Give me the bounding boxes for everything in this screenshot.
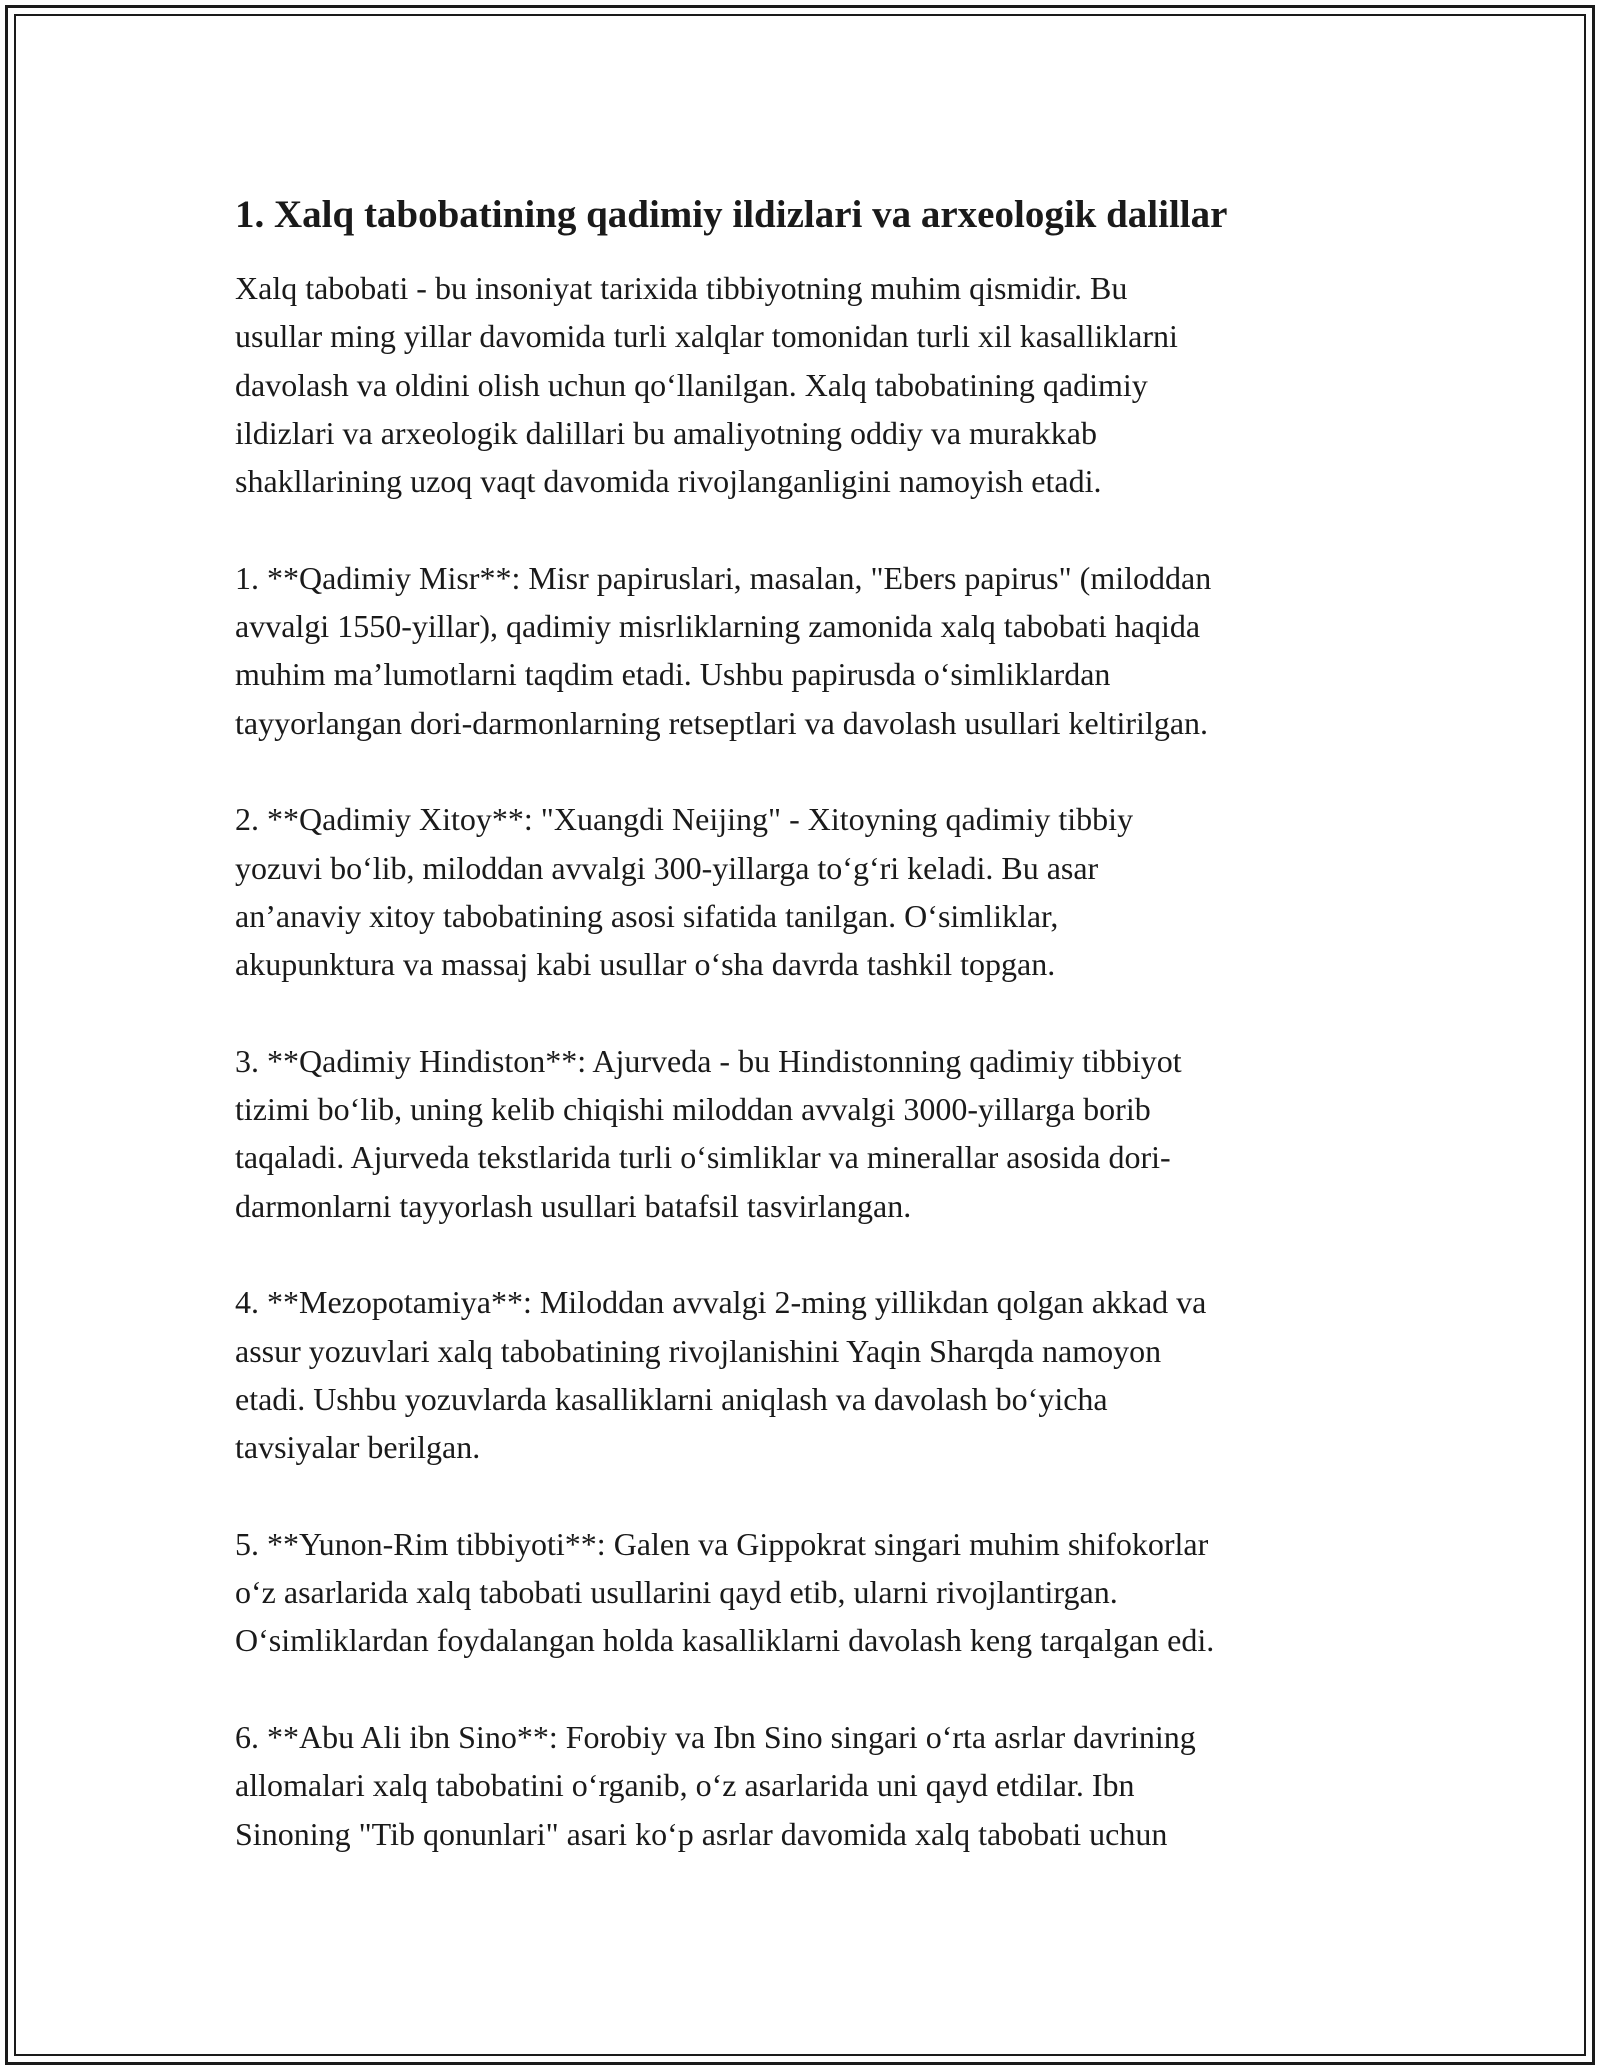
document-body: [235, 190, 1365, 1906]
section-title: 1. Xalq tabobatining qadimiy ildizlari va arxeologik dalillar: [235, 193, 1228, 236]
text-line: 5. **Yunon-Rim tibbiyoti**: Galen va Gippokrat singari muhim shifokorlar: [235, 1525, 1209, 1562]
text-line: 1. **Qadimiy Misr**: Misr papiruslari, masalan, "Ebers papirus" (miloddan: [235, 559, 1212, 596]
text-line: avvalgi 1550-yillar), qadimiy misrliklarning zamonida xalq tabobati haqida: [235, 608, 1201, 645]
text-line: darmonlarni tayyorlash usullari batafsil tasvirlangan.: [235, 1187, 912, 1224]
text-line: O‘simliklardan foydalangan holda kasalliklarni davolash keng tarqalgan edi.: [235, 1622, 1215, 1659]
text-line: 3. **Qadimiy Hindiston**: Ajurveda - bu Hindistonning qadimiy tibbiyot: [235, 1042, 1182, 1079]
list-item-greco-roman: [235, 1520, 1365, 1665]
text-line: allomalari xalq tabobatini o‘rganib, o‘z asarlarida uni qayd etdilar. Ibn: [235, 1767, 1135, 1804]
text-line: yozuvi bo‘lib, miloddan avvalgi 300-yillarga to‘g‘ri keladi. Bu asar: [235, 849, 1099, 886]
text-line: Xalq tabobati - bu insoniyat tarixida tibbiyotning muhim qismidir. Bu: [235, 270, 1128, 306]
text-line: tayyorlangan dori-darmonlarning retseptlari va davolash usullari keltirilgan.: [235, 704, 1209, 741]
list-item-ibn-sino: [235, 1713, 1365, 1858]
text-line: 6. **Abu Ali ibn Sino**: Forobiy va Ibn Sino singari o‘rta asrlar davrining: [235, 1718, 1196, 1755]
text-line: o‘z asarlarida xalq tabobati usullarini qayd etib, ularni rivojlantirgan.: [235, 1574, 1118, 1611]
text-line: davolash va oldini olish uchun qo‘llanilgan. Xalq tabobatining qadimiy: [235, 366, 1148, 403]
text-line: Sinoning "Tib qonunlari" asari ko‘p asrlar davomida xalq tabobati uchun: [235, 1815, 1168, 1852]
text-line: tavsiyalar berilgan.: [235, 1429, 481, 1466]
text-line: taqaladi. Ajurveda tekstlarida turli o‘simliklar va minerallar asosida dori-: [235, 1139, 1171, 1176]
text-line: akupunktura va massaj kabi usullar o‘sha davrda tashkil topgan.: [235, 946, 1056, 983]
text-line: shakllarining uzoq vaqt davomida rivojlanganligini namoyish etadi.: [235, 463, 1102, 500]
text-line: muhim ma’lumotlarni taqdim etadi. Ushbu papirusda o‘simliklardan: [235, 656, 1111, 693]
text-line: 4. **Mezopotamiya**: Miloddan avvalgi 2-ming yillikdan qolgan akkad va: [235, 1284, 1207, 1321]
list-item-india: [235, 1037, 1365, 1230]
list-item-mesopotamia: [235, 1278, 1365, 1471]
text-line: etadi. Ushbu yozuvlarda kasalliklarni aniqlash va davolash bo‘yicha: [235, 1380, 1108, 1417]
list-item-china: [235, 795, 1365, 988]
intro-paragraph: [235, 264, 1365, 505]
text-line: assur yozuvlari xalq tabobatining rivojlanishini Yaqin Sharqda namoyon: [235, 1332, 1162, 1369]
text-line: tizimi bo‘lib, uning kelib chiqishi miloddan avvalgi 3000-yillarga borib: [235, 1091, 1151, 1128]
text-line: 2. **Qadimiy Xitoy**: "Xuangdi Neijing" - Xitoyning qadimiy tibbiy: [235, 801, 1134, 838]
text-line: usullar ming yillar davomida turli xalqlar tomonidan turli xil kasalliklarni: [235, 318, 1178, 355]
list-item-egypt: [235, 554, 1365, 747]
text-line: an’anaviy xitoy tabobatining asosi sifatida tanilgan. O‘simliklar,: [235, 897, 1059, 934]
text-line: ildizlari va arxeologik dalillari bu amaliyotning oddiy va murakkab: [235, 414, 1097, 451]
